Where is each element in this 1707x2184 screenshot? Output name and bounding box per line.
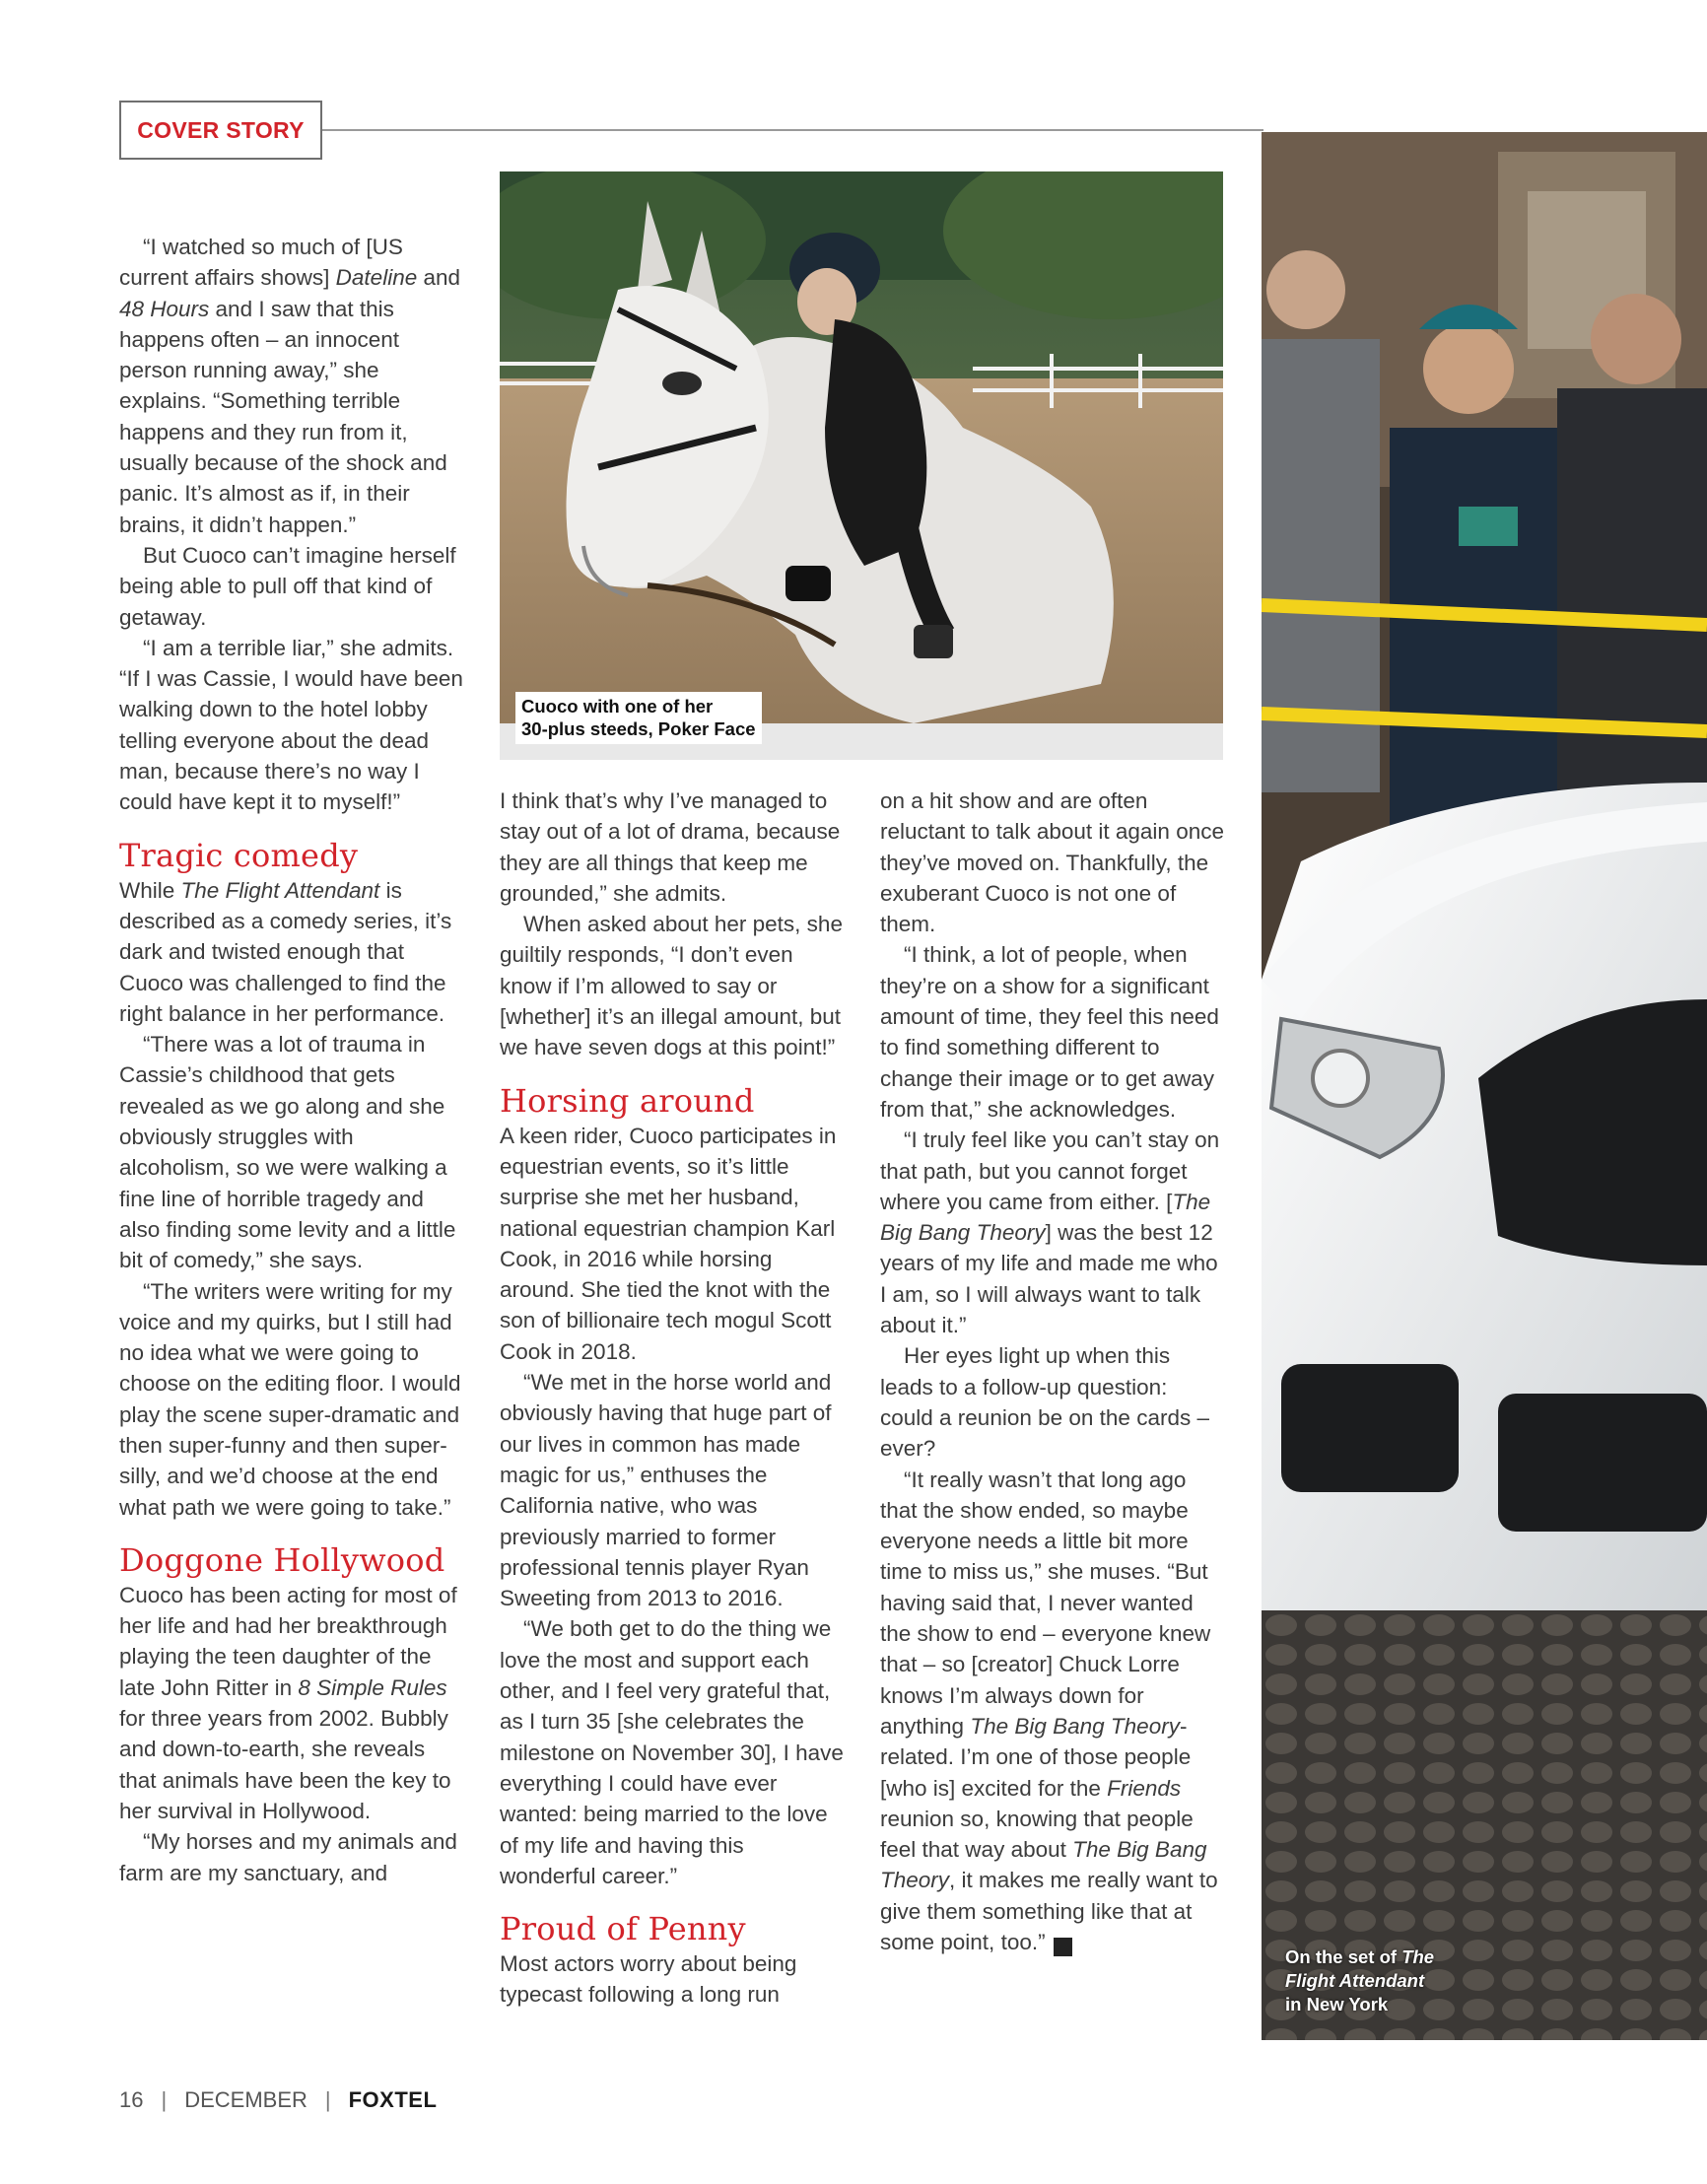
paragraph: “My horses and my animals and farm are my sanctuary, and xyxy=(119,1829,457,1885)
paragraph: Most actors worry about being typecast following a long run xyxy=(500,1951,797,2008)
article-column-2 xyxy=(500,785,845,2011)
paragraph: “We met in the horse world and obviously having that huge part of our lives in common has made magic for us,” enthuses the California native, who was previously married to former professional tennis player Ryan Sweeting from 2013 to 2016. xyxy=(500,1370,832,1611)
paragraph: When asked about her pets, she guiltily responds, “I don’t even know if I’m allowed to say or [whether] it’s an illegal amount, but we have seven dogs at this point!” xyxy=(500,912,843,1060)
section-label xyxy=(119,101,322,160)
caption-line: 30-plus steeds, Poker Face xyxy=(521,718,756,739)
horse-photo xyxy=(500,171,1223,760)
paragraph: “I am a terrible liar,” she admits. “If I was Cassie, I would have been walking down to the hotel lobby telling everyone about the dead man, because there’s no way I could have kept it to myself!” xyxy=(119,635,463,815)
section-label-text: COVER STORY xyxy=(137,116,305,143)
caption-line: in New York xyxy=(1285,1994,1389,2014)
header-rule xyxy=(322,129,1263,131)
paragraph: Her eyes light up when this leads to a follow-up question: could a reunion be on the cards – ever? xyxy=(880,1343,1209,1462)
subheading-tragic-comedy: Tragic comedy xyxy=(119,836,359,874)
horse-photo-image xyxy=(500,171,1223,760)
set-photo-image xyxy=(1262,132,1707,2040)
horse-photo-caption xyxy=(515,692,762,744)
subheading-horsing-around: Horsing around xyxy=(500,1081,755,1120)
article-column-1 xyxy=(119,232,464,1888)
set-photo xyxy=(1262,132,1707,2040)
paragraph: “I think, a lot of people, when they’re on a show for a significant amount of time, they feel this need to find something different to change their image or to get away from that,” she acknowledges. xyxy=(880,942,1219,1122)
paragraph: “We both get to do the thing we love the most and support each other, and I feel very grateful that, as I turn 35 [she celebrates the milestone on November 30], I have everything I could have ever wanted: being married to the love of my life and having this wonderful career.” xyxy=(500,1616,844,1888)
paragraph: “I watched so much of [US current affairs shows] Dateline and 48 Hours and I saw that this happens often – an innocent person running away,” she explains. “Something terrible happens and they run from it, usually because of the shock and panic. It’s almost as if, in their brains, it didn’t happen.” xyxy=(119,235,461,537)
footer-separator: | xyxy=(324,2087,331,2112)
set-photo-caption xyxy=(1285,1945,1434,2016)
paragraph: I think that’s why I’ve managed to stay out of a lot of drama, because they are all things that keep me grounded,” she admits. xyxy=(500,788,841,906)
caption-line: Flight Attendant xyxy=(1285,1970,1425,1991)
page-footer xyxy=(119,2087,437,2113)
footer-month: DECEMBER xyxy=(184,2087,307,2112)
end-mark-icon: f xyxy=(1054,1938,1072,1956)
page-number: 16 xyxy=(119,2087,144,2112)
paragraph: “The writers were writing for my voice and my quirks, but I still had no idea what we were going to choose on the editing floor. I would play the scene super-dramatic and then super-funny and then super-silly, and we’d choose at the end what path we were going to take.” xyxy=(119,1278,461,1520)
caption-line: On the set of The xyxy=(1285,1946,1435,1967)
footer-separator: | xyxy=(161,2087,168,2112)
paragraph: But Cuoco can’t imagine herself being able to pull off that kind of getaway. xyxy=(119,542,456,630)
subheading-proud-of-penny: Proud of Penny xyxy=(500,1910,746,1948)
caption-line: Cuoco with one of her xyxy=(521,696,714,717)
paragraph: “It really wasn’t that long ago that the show ended, so maybe everyone needs a little bit more time to miss us,” she muses. “But having said that, I never wanted the show to end – everyone knew that – so [creator] Chuck Lorre knows I’m always down for anything The Big Bang Theory-related. I’m one of those people [who is] excited for the Friends reunion so, knowing that people feel that way about The Big Bang Theory, it makes me really want to give them something like that at some point, too.” f xyxy=(880,1467,1218,1955)
article-column-3 xyxy=(880,785,1225,1957)
paragraph: Cuoco has been acting for most of her life and had her breakthrough playing the teen daughter of the late John Ritter in 8 Simple Rules for three years from 2002. Bubbly and down-to-earth, she reveals that animals have been the key to her survival in Hollywood. xyxy=(119,1582,457,1823)
paragraph: “There was a lot of trauma in Cassie’s childhood that gets revealed as we go along and she obviously struggles with alcoholism, so we were walking a fine line of horrible tragedy and also finding some levity and a little bit of comedy,” she says. xyxy=(119,1032,456,1273)
paragraph: A keen rider, Cuoco participates in equestrian events, so it’s little surprise she met her husband, national equestrian champion Karl Cook, in 2016 while horsing around. She tied the knot with the son of billionaire tech mogul Scott Cook in 2018. xyxy=(500,1123,837,1364)
paragraph: While The Flight Attendant is described as a comedy series, it’s dark and twisted enough that Cuoco was challenged to find the right balance in her performance. xyxy=(119,877,452,1026)
paragraph: “I truly feel like you can’t stay on that path, but you cannot forget where you came from either. [The Big Bang Theory] was the best 12 years of my life and made me who I am, so I will always want to talk about it.” xyxy=(880,1127,1220,1338)
footer-brand: FOXTEL xyxy=(348,2087,438,2112)
paragraph: on a hit show and are often reluctant to talk about it again once they’ve moved on. Thankfully, the exuberant Cuoco is not one of them. xyxy=(880,788,1224,937)
subheading-doggone-hollywood: Doggone Hollywood xyxy=(119,1540,445,1579)
